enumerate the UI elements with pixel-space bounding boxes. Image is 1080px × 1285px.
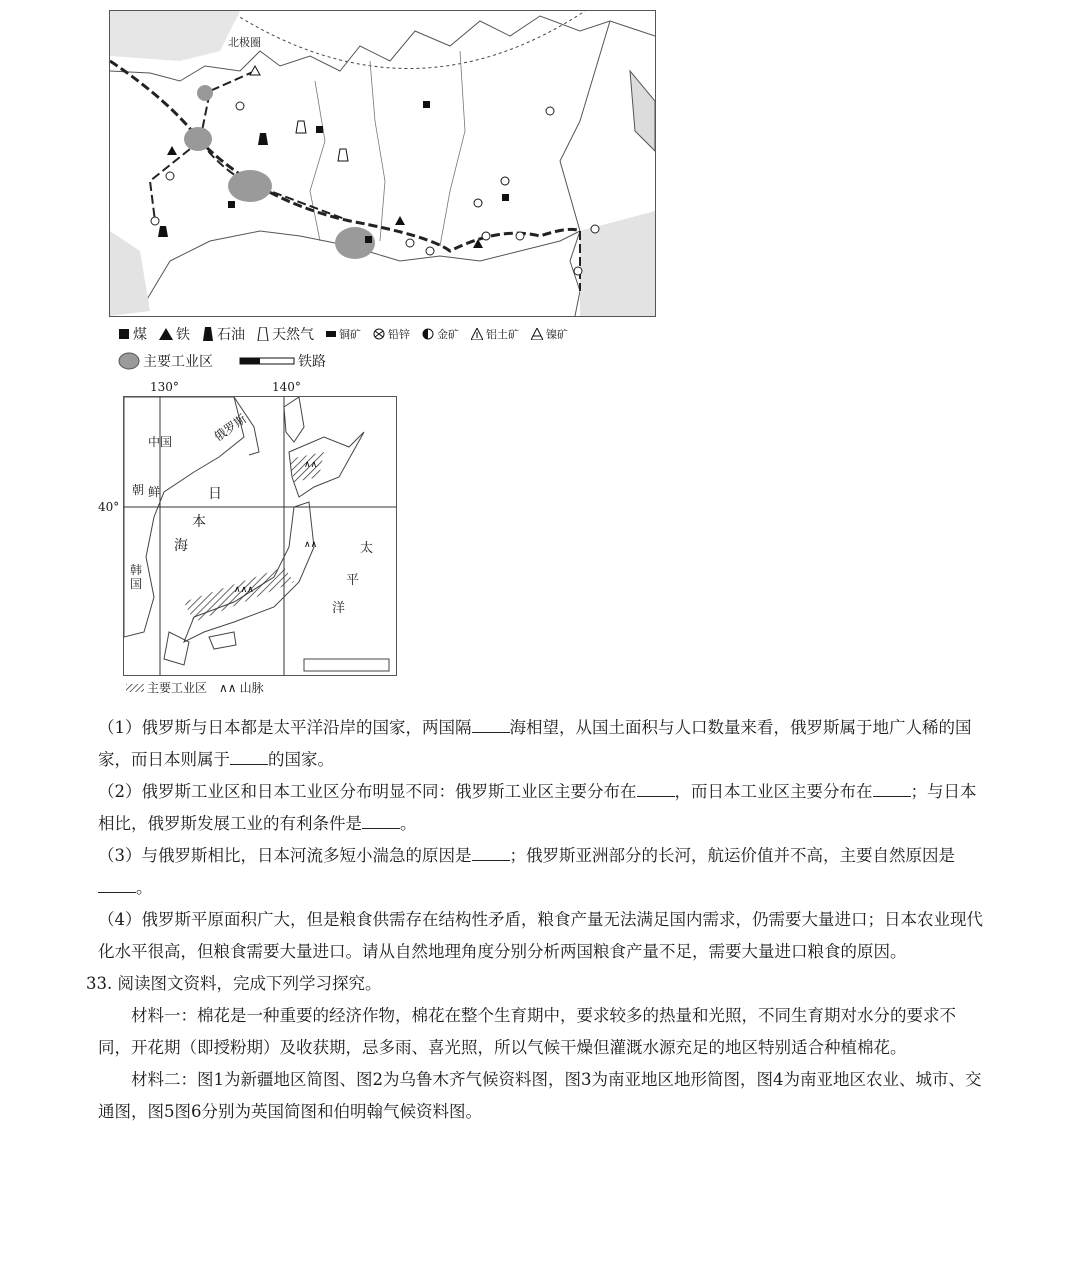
legend-industrial-zone-label: 主要工业区 bbox=[143, 354, 213, 370]
q2-text-c: ；与日本相比，俄罗斯发展工业的有利条件是 bbox=[98, 782, 977, 833]
gold-icon bbox=[422, 328, 434, 340]
answer-blank[interactable] bbox=[230, 748, 268, 765]
q2-text-b: ，而日本工业区主要分布在 bbox=[674, 782, 873, 801]
legend-bauxite-label: 铝土矿 bbox=[486, 328, 519, 341]
question-33-title: 33. 阅读图文资料，完成下列学习探究。 bbox=[86, 974, 382, 993]
legend-iron bbox=[159, 324, 190, 344]
legend-gas bbox=[257, 324, 314, 344]
legend-oil-label: 石油 bbox=[217, 327, 245, 343]
q3-text-c: 。 bbox=[136, 878, 153, 897]
label-korea-s-1: 韩 bbox=[130, 563, 143, 577]
japan-legend-mountain bbox=[219, 679, 264, 696]
label-sea-japan-2: 本 bbox=[192, 514, 206, 530]
answer-blank[interactable] bbox=[873, 780, 911, 797]
legend-oil bbox=[202, 324, 245, 344]
label-sea-japan-3: 海 bbox=[174, 538, 188, 554]
japan-legend-industrial-label: 主要工业区 bbox=[147, 681, 208, 695]
questions-block bbox=[86, 712, 988, 1128]
legend-iron-label: 铁 bbox=[176, 327, 190, 343]
russia-resource-map bbox=[109, 10, 656, 317]
question-1 bbox=[98, 712, 988, 776]
label-korea-n-2: 鲜 bbox=[148, 485, 161, 499]
legend-copper-label: 铜矿 bbox=[339, 328, 361, 341]
q3-text-a: （3）与俄罗斯相比，日本河流多短小湍急的原因是 bbox=[98, 846, 472, 865]
lead-zinc-icon bbox=[373, 328, 385, 340]
label-korea-n-1: 朝 bbox=[132, 483, 145, 497]
legend-coal bbox=[118, 324, 147, 344]
legend-coal-label: 煤 bbox=[133, 327, 147, 343]
mountain-icon: ∧∧ bbox=[219, 680, 237, 695]
legend-railway bbox=[239, 351, 326, 371]
legend-gold bbox=[422, 326, 459, 342]
answer-blank[interactable] bbox=[98, 876, 136, 893]
latitude-40-label: 40° bbox=[98, 500, 120, 514]
copper-icon bbox=[326, 331, 336, 337]
legend-nickel bbox=[531, 326, 568, 342]
answer-blank[interactable] bbox=[472, 844, 510, 861]
russia-map-graphic bbox=[110, 11, 655, 316]
mountain-icon: ∧∧ bbox=[304, 540, 318, 550]
legend-railway-label: 铁路 bbox=[298, 354, 326, 370]
russia-legend-row-1 bbox=[118, 324, 574, 344]
q1-text-b: 海相望，从国土面积与人口数量来看，俄罗斯属于地广人稀的国家，而日本则属于 bbox=[98, 718, 972, 769]
legend-bauxite bbox=[471, 326, 519, 342]
russia-legend-row-2 bbox=[118, 351, 332, 371]
label-russia: 俄罗斯 bbox=[211, 411, 250, 444]
svg-text:北极圈: 北极圈 bbox=[228, 36, 261, 49]
label-china: 中国 bbox=[148, 435, 173, 449]
oil-icon bbox=[202, 327, 214, 341]
iron-icon bbox=[159, 328, 173, 340]
mountain-icon: ∧∧ bbox=[304, 460, 318, 470]
label-pacific-3: 洋 bbox=[332, 601, 346, 616]
legend-lead-zinc bbox=[373, 326, 410, 342]
q1-text-a: （1）俄罗斯与日本都是太平洋沿岸的国家，两国隔 bbox=[98, 718, 472, 737]
japan-legend bbox=[126, 679, 264, 696]
industrial-zone-icon bbox=[118, 352, 140, 370]
bauxite-icon bbox=[471, 328, 483, 340]
nickel-icon bbox=[531, 328, 543, 340]
label-pacific-1: 太 bbox=[360, 541, 374, 556]
material-2: 材料二：图1为新疆地区简图、图2为乌鲁木齐气候资料图，图3为南亚地区地形简图，图4为南亚地区农业、城市、交通图，图5图6分别为英国简图和伯明翰气候资料图。 bbox=[98, 1070, 982, 1121]
longitude-140-label: 140° bbox=[272, 380, 301, 394]
question-3 bbox=[98, 840, 988, 904]
answer-blank[interactable] bbox=[637, 780, 675, 797]
coal-icon bbox=[118, 328, 130, 340]
legend-industrial-zone bbox=[118, 351, 213, 371]
legend-copper bbox=[326, 326, 361, 342]
question-2 bbox=[98, 776, 988, 840]
question-4: （4）俄罗斯平原面积广大，但是粮食供需存在结构性矛盾，粮食产量无法满足国内需求，仍需要大量进口；日本农业现代化水平很高，但粮食需要大量进口。请从自然地理角度分别分析两国粮食产量不足，需要大量进口粮食的原因。 bbox=[98, 910, 983, 961]
railway-icon bbox=[239, 356, 295, 366]
q3-text-b: ；俄罗斯亚洲部分的长河，航运价值并不高，主要自然原因是 bbox=[509, 846, 955, 865]
longitude-130-label: 130° bbox=[150, 380, 179, 394]
q2-text-d: 。 bbox=[400, 814, 417, 833]
label-pacific-2: 平 bbox=[346, 573, 360, 588]
mountain-icon: ∧∧∧ bbox=[234, 585, 254, 595]
q1-text-c: 的国家。 bbox=[268, 750, 334, 769]
legend-lead-zinc-label: 铅锌 bbox=[388, 328, 410, 341]
label-sea-japan-1: 日 bbox=[208, 486, 222, 502]
legend-nickel-label: 镍矿 bbox=[546, 328, 568, 341]
japan-legend-mountain-label: 山脉 bbox=[239, 681, 264, 695]
legend-gold-label: 金矿 bbox=[437, 328, 459, 341]
label-korea-s-2: 国 bbox=[130, 577, 143, 591]
answer-blank[interactable] bbox=[362, 812, 400, 829]
material-1: 材料一：棉花是一种重要的经济作物，棉花在整个生育期中，要求较多的热量和光照，不同生育期对水分的要求不同，开花期（即授粉期）及收获期，忌多雨、喜光照，所以气候干燥但灌溉水源充足的地区特别适合种植棉花。 bbox=[98, 1006, 956, 1057]
japan-legend-industrial bbox=[126, 679, 207, 696]
hatch-icon bbox=[126, 684, 144, 692]
legend-gas-label: 天然气 bbox=[272, 327, 314, 343]
gas-icon bbox=[257, 327, 269, 341]
q2-text-a: （2）俄罗斯工业区和日本工业区分布明显不同：俄罗斯工业区主要分布在 bbox=[98, 782, 637, 801]
japan-map bbox=[123, 396, 397, 676]
answer-blank[interactable] bbox=[472, 716, 510, 733]
